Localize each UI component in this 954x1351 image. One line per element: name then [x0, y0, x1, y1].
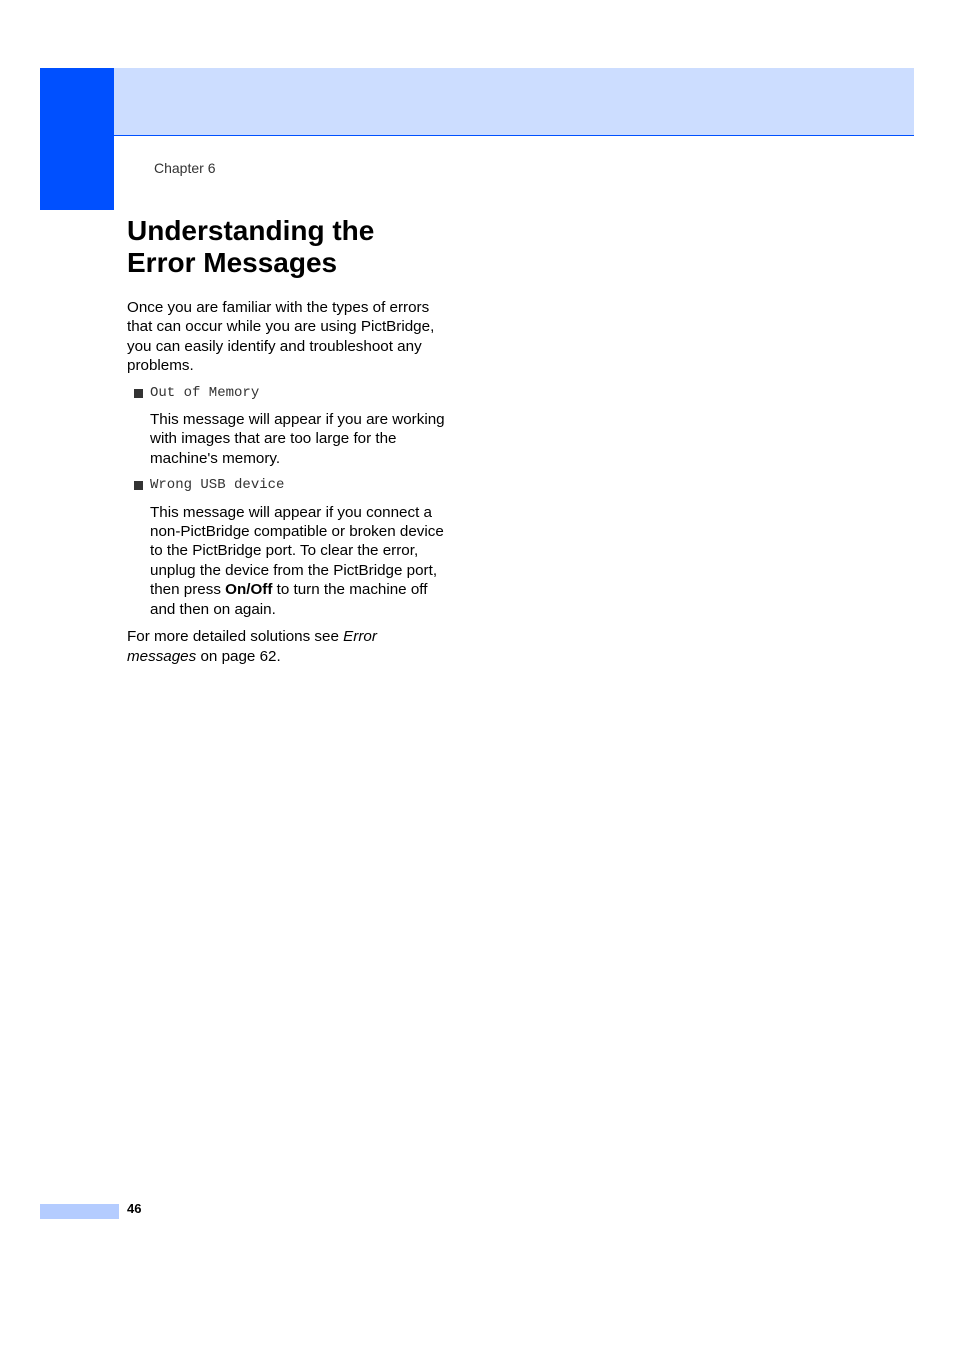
- error-messages-reference-link[interactable]: Error messages: [127, 628, 377, 665]
- square-bullet-icon: [134, 389, 143, 398]
- section-title-line2: Error Messages: [127, 247, 338, 278]
- page-number-bar: [40, 1204, 119, 1219]
- section-title: [127, 215, 457, 279]
- on-off-key-label: On/Off: [225, 581, 273, 599]
- section-body: [127, 298, 449, 666]
- intro-paragraph: Once you are familiar with the types of errors that can occur while you are using PictBridge, you can easily identify and troubleshoot any problems.: [127, 299, 435, 375]
- header-band: [114, 68, 914, 136]
- closing-paragraph: [127, 627, 449, 666]
- error-item-out-of-memory: [127, 384, 449, 469]
- closing-text: For more detailed solutions see: [127, 628, 344, 646]
- error-description-text: This message will appear if you connect a non-PictBridge compatible or broken device to the PictBridge port. To clear the error, unplug the device from the PictBridge port, then press: [150, 503, 444, 599]
- error-message-code: Wrong USB device: [150, 477, 285, 494]
- page-number: 46: [127, 1201, 142, 1216]
- error-message-code: Out of Memory: [150, 384, 260, 401]
- closing-text-end: on page 62.: [196, 647, 281, 665]
- error-item-wrong-usb-device: [127, 476, 449, 619]
- chapter-tab: [40, 68, 114, 210]
- section-title-line1: Understanding the: [127, 215, 375, 246]
- chapter-label: Chapter 6: [154, 160, 216, 176]
- square-bullet-icon: [134, 481, 143, 490]
- error-description: [150, 503, 449, 619]
- error-description: This message will appear if you are working with images that are too large for the machine's memory.: [150, 411, 445, 467]
- error-description-text-end: to turn the machine off and then on again.: [150, 581, 428, 618]
